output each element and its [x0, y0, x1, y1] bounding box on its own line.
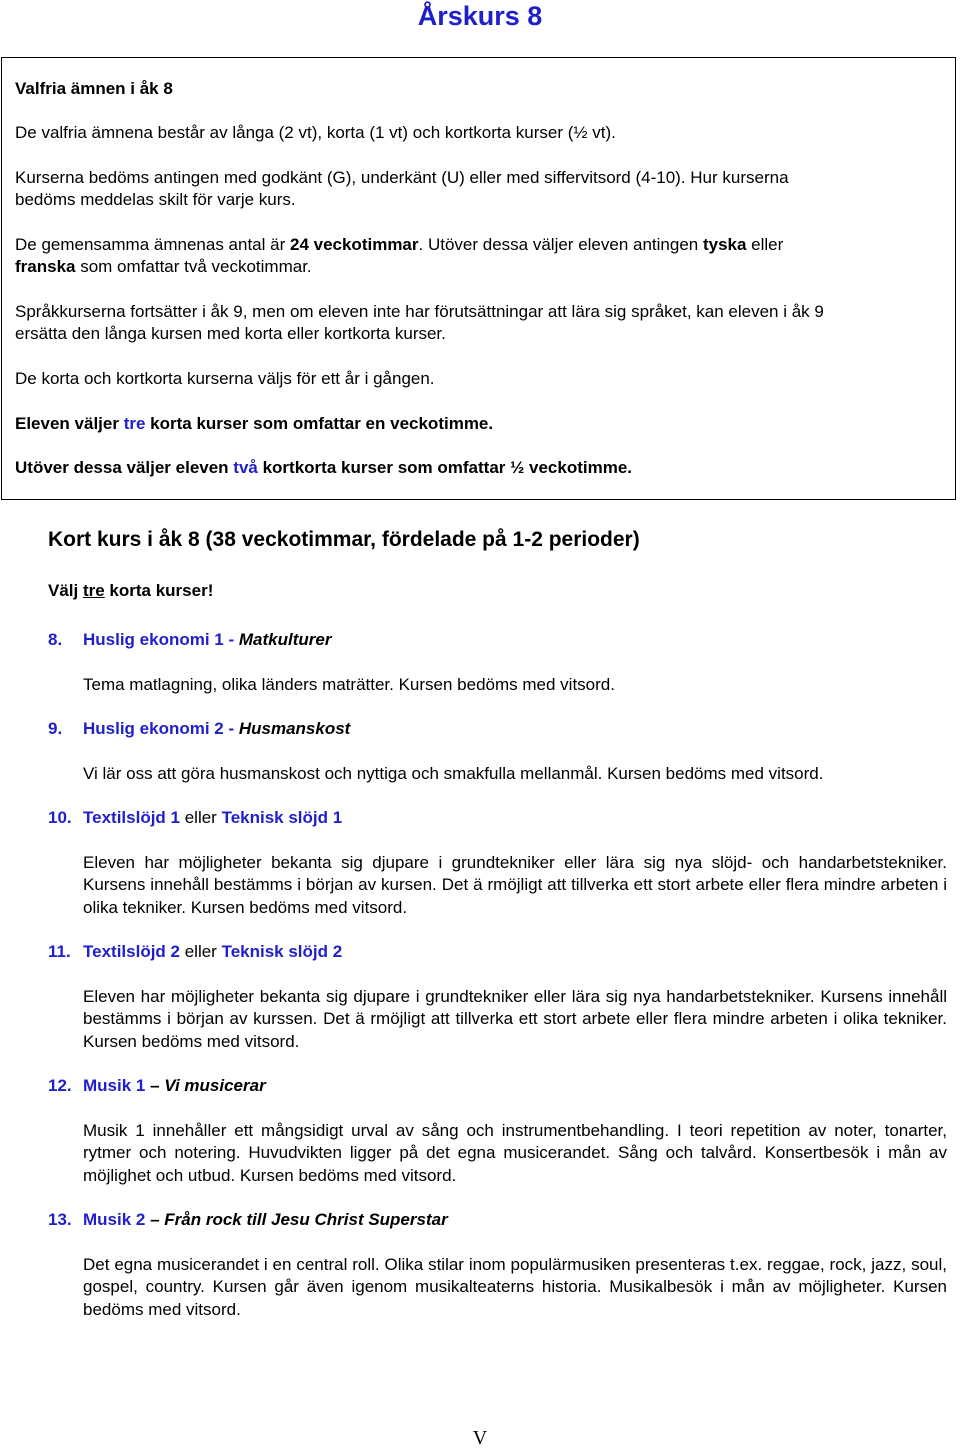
course-alternative: Teknisk slöjd 1 [221, 808, 343, 827]
course-number: 12. [48, 1076, 72, 1095]
course-title: Musik 1 [83, 1076, 146, 1095]
info-paragraph-language-line-1: Språkkurserna fortsätter i åk 9, men om eleven inte har förutsättningar att lära sig språket, kan eleven i åk 9 [15, 302, 824, 321]
course-description-8: Tema matlagning, olika länders maträtter. Kursen bedöms med vitsord. [83, 675, 615, 694]
text: . Utöver dessa väljer eleven antingen [418, 235, 703, 254]
course-description-12: Musik 1 innehåller ett mångsidigt urval av sång och instrumentbehandling. I teori repetition av noter, tonarter, rytmer och notering. Huvudvikten ligger på det egna musicerandet. Sång och talvård. Konsertbesök i mån av möjlighet och utbud. Kursen bedöms med vitsord. [83, 1121, 947, 1185]
text: korta kurser som omfattar en veckotimme. [145, 414, 494, 433]
text: Eleven väljer [15, 414, 124, 433]
course-subtitle: Vi musicerar [164, 1076, 266, 1095]
info-box [1, 57, 956, 500]
course-description-10: Eleven har möjligheter bekanta sig djupare i grundtekniker eller lära sig nya slöjd- och handarbetstekniker. Kursens innehåll bestämms i början av kursen. Det ä rmöjligt att tillverka ett stort arbete eller flera mindre arbeten i olika tekniker. Kursen bedöms med vitsord. [83, 853, 947, 917]
course-title: Huslig ekonomi 2 [83, 719, 224, 738]
course-number: 9. [48, 719, 63, 738]
course-heading-11 [48, 941, 342, 963]
section-heading: Kort kurs i åk 8 (38 veckotimmar, fördelade på 1-2 perioder) [48, 528, 640, 551]
course-subtitle: Husmanskost [238, 719, 351, 738]
count-two: två [233, 458, 258, 477]
separator: – [145, 1210, 165, 1229]
course-heading-9 [48, 718, 350, 740]
language-german: tyska [702, 235, 747, 254]
info-paragraph-common-subjects-line-1 [15, 234, 945, 256]
choose-instruction [48, 580, 213, 602]
course-subtitle: Från rock till Jesu Christ Superstar [164, 1210, 448, 1229]
info-paragraph-yearly-choice: De korta och kortkorta kurserna väljs för ett år i gången. [15, 369, 435, 388]
separator: – [145, 1076, 165, 1095]
info-paragraph-common-subjects-line-2 [15, 256, 945, 278]
info-heading: Valfria ämnen i åk 8 [15, 79, 173, 98]
course-number: 13. [48, 1210, 72, 1229]
course-number: 11. [48, 942, 71, 961]
course-alternative: Teknisk slöjd 2 [221, 942, 343, 961]
language-french: franska [15, 257, 76, 276]
info-paragraph-grading-line-2: bedöms meddelas skilt för varje kurs. [15, 190, 296, 209]
text: Utöver dessa väljer eleven [15, 458, 234, 477]
course-heading-8 [48, 629, 331, 651]
separator: - [223, 630, 239, 649]
info-paragraph-short-courses [15, 413, 945, 435]
text: eller [746, 235, 784, 254]
course-heading-10 [48, 807, 342, 829]
page-number: V [472, 1427, 488, 1449]
course-number: 10. [48, 808, 72, 827]
course-number: 8. [48, 630, 63, 649]
text: De gemensamma ämnenas antal är [15, 235, 290, 254]
text: kortkorta kurser som omfattar ½ veckotimme. [257, 458, 633, 477]
page-title: Årskurs 8 [417, 1, 543, 31]
course-title: Textilslöjd 1 [83, 808, 180, 827]
course-description-9: Vi lär oss att göra husmanskost och nyttiga och smakfulla mellanmål. Kursen bedöms med vitsord. [83, 764, 824, 783]
separator: - [223, 719, 239, 738]
course-heading-13 [48, 1209, 448, 1231]
course-title: Musik 2 [83, 1210, 146, 1229]
text: som omfattar två veckotimmar. [75, 257, 312, 276]
course-heading-12 [48, 1075, 266, 1097]
text: Välj [48, 581, 83, 600]
info-paragraph-very-short-courses [15, 457, 945, 479]
separator: eller [180, 808, 222, 827]
course-description-13: Det egna musicerandet i en central roll. Olika stilar inom populärmusiken presenteras t.ex. reggae, rock, jazz, soul, gospel, country. Kursen går även igenom musikalteaterns historia. Musikalbesök i mån av möjligheter. Kursen bedöms med vitsord. [83, 1255, 947, 1319]
choose-count: tre [82, 581, 105, 600]
info-paragraph-language-line-2: ersätta den långa kursen med korta eller kortkorta kurser. [15, 324, 446, 343]
course-title: Huslig ekonomi 1 [83, 630, 224, 649]
count-three: tre [123, 414, 146, 433]
course-title: Textilslöjd 2 [83, 942, 180, 961]
course-subtitle: Matkulturer [238, 630, 332, 649]
info-paragraph-course-types: De valfria ämnena består av långa (2 vt), korta (1 vt) och kortkorta kurser (½ vt). [15, 123, 616, 142]
weekly-hours-value: 24 veckotimmar [289, 235, 419, 254]
separator: eller [180, 942, 222, 961]
info-paragraph-grading-line-1: Kurserna bedöms antingen med godkänt (G), underkänt (U) eller med siffervitsord (4-10). Hur kurserna [15, 168, 789, 187]
course-description-11: Eleven har möjligheter bekanta sig djupare i grundtekniker eller lära sig nya handarbetstekniker. Kursens innehåll bestämms i början av kurssen. Det ä rmöjligt att tillverka ett stort arbete eller flera mindre arbeten i olika tekniker. Kursen bedöms med vitsord. [83, 987, 947, 1051]
text: korta kurser! [104, 581, 214, 600]
